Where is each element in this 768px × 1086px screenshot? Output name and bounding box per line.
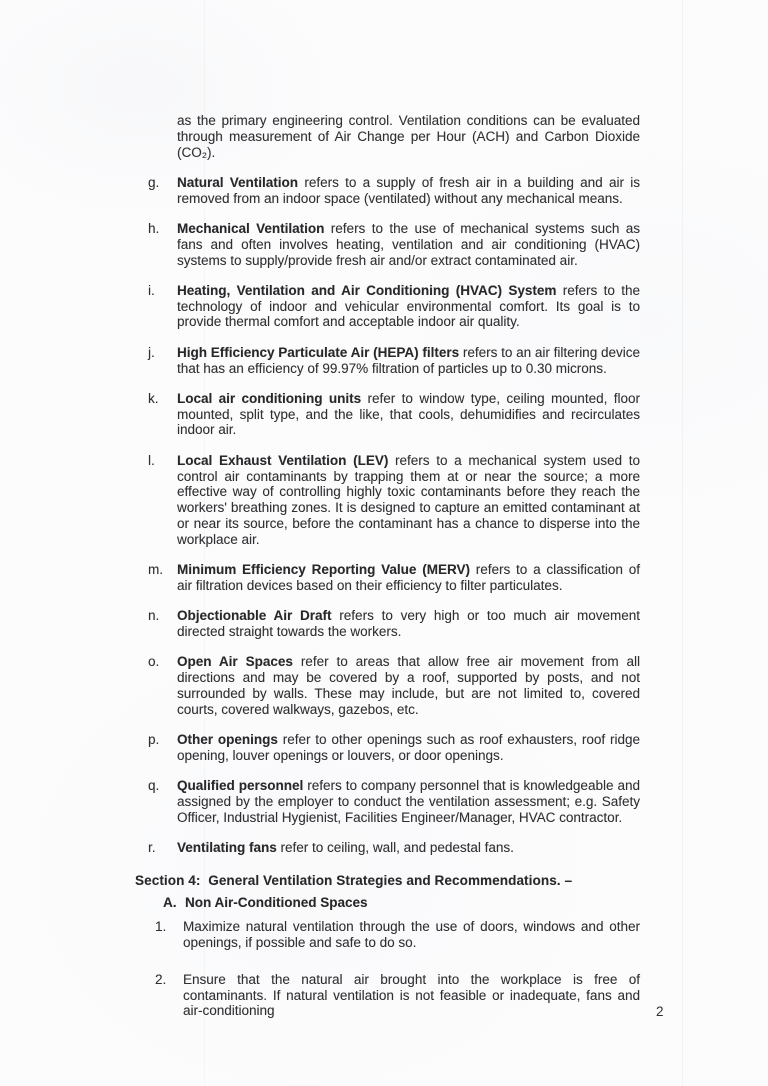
definition-item	[148, 221, 768, 268]
definition-text	[177, 608, 640, 640]
definition-body: refer to ceiling, wall, and pedestal fans.	[276, 839, 514, 855]
definition-text	[177, 840, 640, 856]
definition-letter: k.	[148, 390, 159, 406]
definition-term: Ventilating fans	[177, 839, 277, 855]
list-item-text: Maximize natural ventilation through the use of doors, windows and other openings, if possible and safe to do so.	[183, 919, 640, 951]
definition-letter: g.	[148, 174, 160, 190]
definition-body: refers to very high or too much air movement directed straight towards the workers.	[177, 608, 640, 639]
definition-letter: h.	[148, 220, 160, 236]
definition-term: Minimum Efficiency Reporting Value (MERV)	[177, 562, 470, 578]
list-item	[155, 919, 768, 951]
definition-term: Objectionable Air Draft	[177, 608, 332, 624]
list-item-text: Ensure that the natural air brought into the workplace is free of contaminants. If natural ventilation is not feasible or inadequate, fans and air-conditioning	[183, 971, 640, 1019]
definition-term: Other openings	[177, 731, 278, 747]
definition-letter: q.	[148, 778, 160, 793]
definition-body: refers to an air filtering device that has an efficiency of 99.97% filtration of particles up to 0.30 microns.	[177, 344, 640, 376]
definition-text	[177, 654, 640, 717]
definition-item	[148, 175, 768, 207]
definition-item	[148, 654, 768, 717]
definition-body: refer to other openings such as roof exhausters, roof ridge opening, louver openings or louvers, or door openings.	[177, 731, 640, 763]
definition-term: Qualified personnel	[177, 778, 304, 793]
definition-term: Mechanical Ventilation	[177, 220, 325, 236]
definition-item	[148, 283, 768, 330]
definition-body: refers to a mechanical system used to control air contaminants by trapping them at or near the source; a more effective way of controlling highly toxic contaminants before they reach the workers' breathing zones. It is designed to capture an emitted contaminant at or near its source, before the contaminant has a chance to disperse into the workplace air.	[177, 452, 640, 547]
subsection-label: A.	[163, 895, 177, 911]
definition-letter: o.	[148, 654, 160, 670]
definition-item	[148, 562, 768, 594]
definition-item	[148, 345, 768, 377]
page-number: 2	[656, 1004, 664, 1019]
section-heading: Section 4: General Ventilation Strategies and Recommendations. –	[135, 872, 573, 888]
definition-body: refers to the technology of indoor and vehicular environmental comfort. Its goal is to provide thermal comfort and acceptable indoor air quality.	[177, 282, 640, 330]
definition-text	[177, 221, 640, 268]
definition-text	[177, 453, 640, 548]
list-item	[155, 972, 768, 1019]
definition-text	[177, 778, 640, 825]
definition-term: High Efficiency Particulate Air (HEPA) filters	[177, 344, 460, 360]
definition-text	[177, 175, 640, 207]
definition-item	[148, 608, 768, 640]
definition-term: Natural Ventilation	[177, 174, 299, 190]
definition-text	[177, 345, 640, 377]
definition-item	[148, 391, 768, 438]
continuation-paragraph: as the primary engineering control. Ventilation conditions can be evaluated through measurement of Air Change per Hour (ACH) and Carbon Dioxide (CO₂).	[177, 113, 640, 160]
definition-body: refers to a classification of air filtration devices based on their efficiency to filter particulates.	[177, 562, 640, 593]
definition-term: Heating, Ventilation and Air Conditioning (HVAC) System	[177, 282, 557, 298]
definition-letter: p.	[148, 731, 160, 747]
list-item-number: 1.	[155, 919, 167, 935]
definition-body: refer to areas that allow free air movement from all directions and may be covered by a roof, supported by posts, and not surrounded by walls. These may include, but are not limited to, covered courts, covered walkways, gazebos, etc.	[177, 654, 640, 717]
definition-body: refer to window type, ceiling mounted, floor mounted, split type, and the like, that cools, dehumidifies and recirculates indoor air.	[177, 390, 640, 438]
definition-letter: r.	[148, 839, 156, 855]
definition-body: refers to a supply of fresh air in a building and air is removed from an indoor space (ventilated) without any mechanical means.	[177, 174, 640, 206]
definition-list	[0, 175, 768, 856]
definition-text	[177, 562, 640, 594]
definition-text	[177, 732, 640, 764]
definition-body: refers to company personnel that is knowledgeable and assigned by the employer to conduct the ventilation assessment; e.g. Safety Officer, Industrial Hygienist, Facilities Engineer/Manager, HVAC contractor.	[177, 778, 640, 825]
numbered-list	[0, 919, 768, 1019]
definition-body: refers to the use of mechanical systems such as fans and often involves heating, ventilation and air conditioning (HVAC) systems to supply/provide fresh air and/or extract contaminated air.	[177, 220, 640, 268]
definition-item	[148, 778, 768, 825]
definition-item	[148, 453, 768, 548]
definition-letter: m.	[148, 562, 163, 578]
list-item-number: 2.	[155, 971, 167, 987]
definition-term: Open Air Spaces	[177, 654, 293, 670]
definition-item	[148, 732, 768, 764]
definition-term: Local Exhaust Ventilation (LEV)	[177, 452, 389, 468]
definition-item	[148, 840, 768, 856]
definition-letter: j.	[148, 344, 155, 360]
definition-letter: n.	[148, 608, 160, 624]
subsection-heading	[163, 895, 768, 911]
definition-text	[177, 391, 640, 438]
definition-letter: i.	[148, 282, 155, 298]
definition-text	[177, 283, 640, 330]
definition-term: Local air conditioning units	[177, 390, 362, 406]
subsection-title: Non Air-Conditioned Spaces	[185, 895, 368, 911]
definition-letter: l.	[148, 452, 155, 468]
